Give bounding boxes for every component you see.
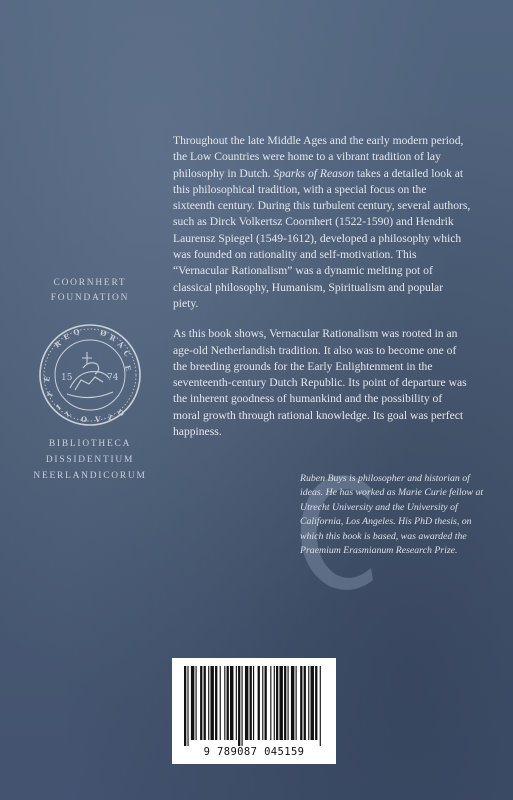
- description-text-b: takes a detailed look at this philosophical tradition, with a special focus on the sixteenth century. During this turbulent century, several authors, such as Dirck Volkertsz Coornhert (1522-1590) and Hendrik Laurensz Spiegel (1549-1612), developed a philosophy which was founded on rationality and self-motivation. This “Vernacular Rationalism” was a dynamic melting pot of classical philosophy, Humanism, Spiritualism and popular piety.: [173, 166, 471, 310]
- svg-text:R: R: [52, 338, 63, 350]
- svg-text:T: T: [44, 389, 56, 399]
- foundation-line-1: COORNHERT: [53, 278, 127, 288]
- barcode-bar: [204, 666, 206, 740]
- barcode-bar: [284, 666, 286, 740]
- description-paragraph-1: [173, 133, 471, 312]
- barcode-bar: [227, 666, 229, 740]
- description-text-a: Throughout the late Middle Ages and the early modern period, the Low Countries were home to a vibrant tradition of lay philosophy in Dutch.: [173, 134, 464, 180]
- barcode-bar: [270, 666, 271, 740]
- barcode-bar: [191, 666, 194, 740]
- svg-text:O: O: [115, 407, 127, 419]
- svg-text:E: E: [42, 375, 52, 383]
- svg-text:R: R: [108, 332, 118, 344]
- barcode-bar: [300, 666, 302, 740]
- barcode-bar: [253, 666, 254, 740]
- svg-text:T: T: [106, 412, 115, 423]
- foundation-line-2: FOUNDATION: [50, 293, 130, 303]
- barcode-bar: [200, 666, 202, 740]
- svg-text:A: A: [115, 339, 126, 350]
- seal-year-left: 15: [61, 373, 73, 383]
- seal-year-right: 74: [107, 373, 119, 383]
- svg-text:E: E: [62, 331, 71, 342]
- barcode-bar: [220, 666, 221, 740]
- barcode-bar: [320, 666, 321, 746]
- barcode-bar: [230, 666, 233, 740]
- book-description: [173, 133, 471, 454]
- barcode-bar: [296, 666, 297, 740]
- description-paragraph-2: As this book shows, Vernacular Rationalism was rooted in an age-old Netherlandish tradition. It also was to become one of the breeding grounds for the Early Enlightenment in the seventeenth-century Dutch Republic. Its point of departure was the inherent goodness of humankind and the possibility of moral growth through rational knowledge. Its goal was perfect happiness.: [173, 327, 467, 439]
- barcode-bar: [184, 666, 186, 746]
- barcode-bar: [187, 666, 188, 746]
- barcode-bar: [250, 666, 252, 740]
- svg-text:O: O: [81, 415, 88, 424]
- barcode-bar: [196, 666, 197, 740]
- barcode-bar: [236, 666, 237, 740]
- barcode-bar: [210, 666, 213, 740]
- barcode-bar: [315, 666, 317, 740]
- barcode-bar: [279, 666, 282, 740]
- barcode-bar: [311, 666, 314, 740]
- library-line-1: BIBLIOTHECA: [48, 439, 132, 449]
- svg-text:Ø: Ø: [99, 328, 108, 339]
- svg-text:E: E: [123, 364, 134, 372]
- barcode-bar: [224, 666, 225, 740]
- barcode-bar: [304, 666, 306, 740]
- barcode-bar: [308, 666, 309, 740]
- barcode-bar: [258, 666, 260, 740]
- barcode-bar: [208, 666, 209, 740]
- svg-text:L: L: [64, 408, 73, 419]
- barcode-bar: [262, 666, 263, 740]
- library-line-3: NEERLANDICORUM: [33, 471, 147, 481]
- barcode-bar: [288, 666, 289, 740]
- library-line-2: DISSIDENTIUM: [45, 455, 135, 465]
- foundation-name: [20, 276, 160, 306]
- svg-text:Q: Q: [72, 326, 81, 337]
- barcode-bar: [238, 666, 240, 746]
- book-title: Sparks of Reason: [273, 166, 354, 180]
- barcode-bar: [291, 666, 294, 740]
- barcode-bar: [242, 666, 243, 746]
- svg-text:C: C: [121, 348, 132, 359]
- isbn-number: 9 789087 045159: [203, 746, 305, 758]
- barcode-bar: [265, 666, 267, 740]
- barcode-bar: [245, 666, 248, 740]
- barcode-bars: [182, 666, 326, 746]
- barcode-bar: [274, 666, 275, 740]
- isbn-barcode: [172, 658, 336, 764]
- library-series-name: [14, 436, 166, 484]
- barcode-bar: [215, 666, 217, 740]
- coornhert-seal-emblem: [37, 322, 143, 428]
- author-biography: Ruben Buys is philosopher and historian of ideas. He has worked as Marie Curie fellow at Utrecht University and the University of California, Los Angeles. His PhD thesis, on which this book is based, was awarded the Praemium Erasmianum Research Prize.: [300, 473, 484, 557]
- svg-text:V: V: [95, 415, 101, 424]
- svg-text:I: I: [54, 402, 63, 412]
- barcode-bar: [276, 666, 278, 740]
